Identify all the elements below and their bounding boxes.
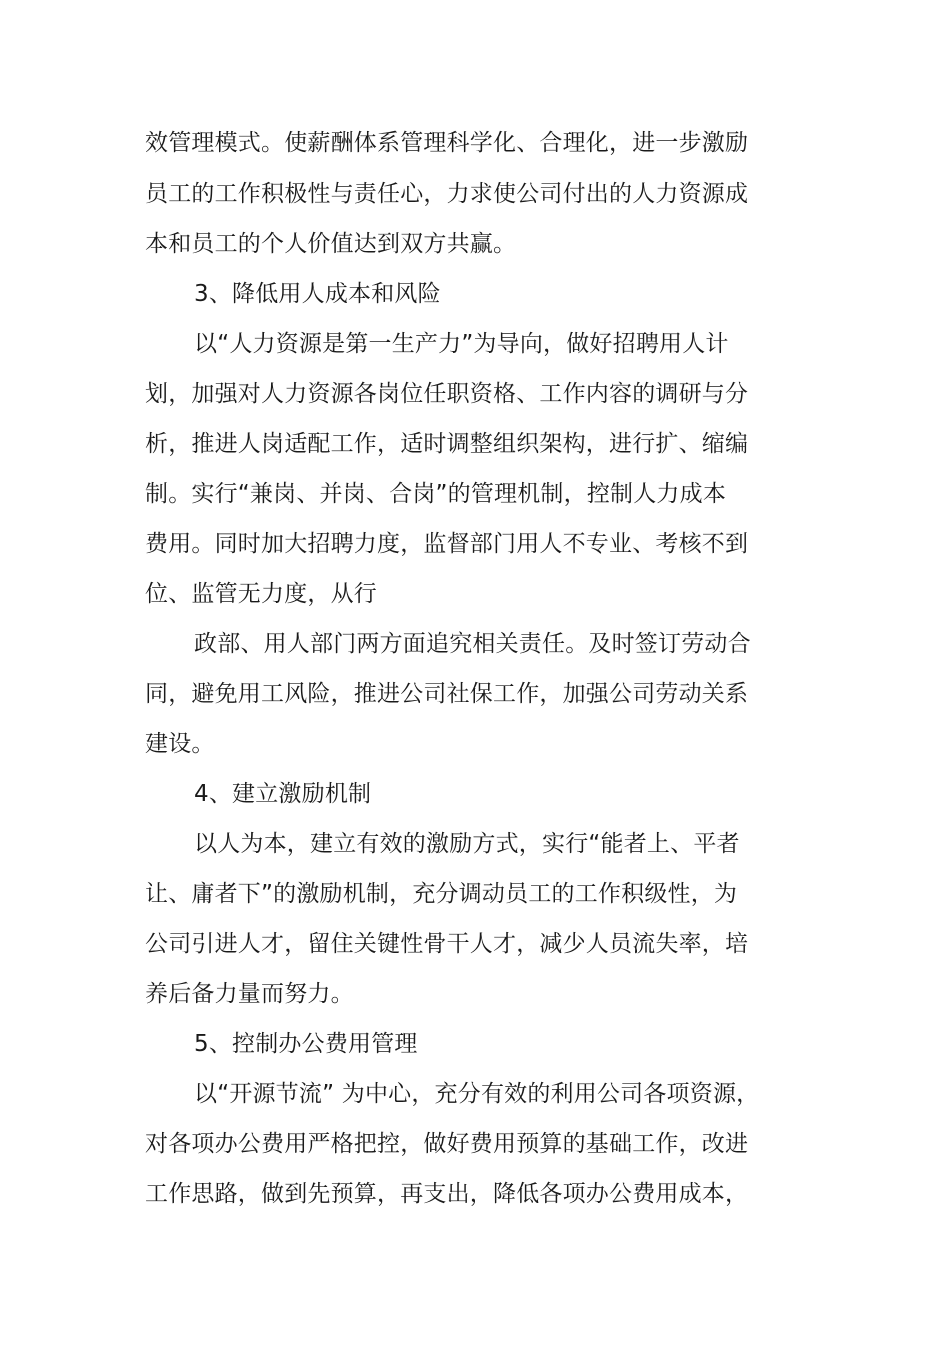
section-heading: 5、控制办公费用管理 — [194, 1031, 418, 1057]
paragraph-line: 划，加强对人力资源各岗位任职资格、工作内容的调研与分 — [145, 381, 749, 407]
paragraph-line: 工作思路，做到先预算，再支出，降低各项办公费用成本， — [145, 1181, 749, 1207]
paragraph-line: 位、监管无力度，从行 — [145, 581, 377, 607]
paragraph-line: 让、庸者下”的激励机制，充分调动员工的工作积级性，为 — [145, 881, 738, 907]
paragraph-line: 对各项办公费用严格把控，做好费用预算的基础工作，改进 — [145, 1131, 749, 1157]
paragraph-line: 以人为本，建立有效的激励方式，实行“能者上、平者 — [194, 831, 740, 857]
paragraph-line: 养后备力量而努力。 — [145, 981, 354, 1007]
paragraph-line: 建设。 — [145, 731, 215, 757]
paragraph-line: 以“人力资源是第一生产力”为导向，做好招聘用人计 — [194, 331, 729, 357]
paragraph-line: 以“开源节流” 为中心，充分有效的利用公司各项资源， — [194, 1081, 760, 1107]
paragraph-line: 费用。同时加大招聘力度，监督部门用人不专业、考核不到 — [145, 531, 749, 557]
paragraph-line: 公司引进人才，留住关键性骨干人才，减少人员流失率，培 — [145, 931, 749, 957]
paragraph-line: 效管理模式。使薪酬体系管理科学化、合理化，进一步激励 — [145, 130, 749, 156]
paragraph-line: 同，避免用工风险，推进公司社保工作，加强公司劳动关系 — [145, 681, 749, 707]
paragraph-line: 制。实行“兼岗、并岗、合岗”的管理机制，控制人力成本 — [145, 481, 727, 507]
section-heading: 4、建立激励机制 — [194, 781, 372, 807]
paragraph-line: 政部、用人部门两方面追究相关责任。及时签订劳动合 — [194, 631, 751, 657]
paragraph-line: 员工的工作积极性与责任心，力求使公司付出的人力资源成 — [145, 181, 749, 207]
paragraph-line: 本和员工的个人价值达到双方共赢。 — [145, 231, 517, 257]
section-heading: 3、降低用人成本和风险 — [194, 281, 441, 307]
paragraph-line: 析，推进人岗适配工作，适时调整组织架构，进行扩、缩编 — [145, 431, 749, 457]
